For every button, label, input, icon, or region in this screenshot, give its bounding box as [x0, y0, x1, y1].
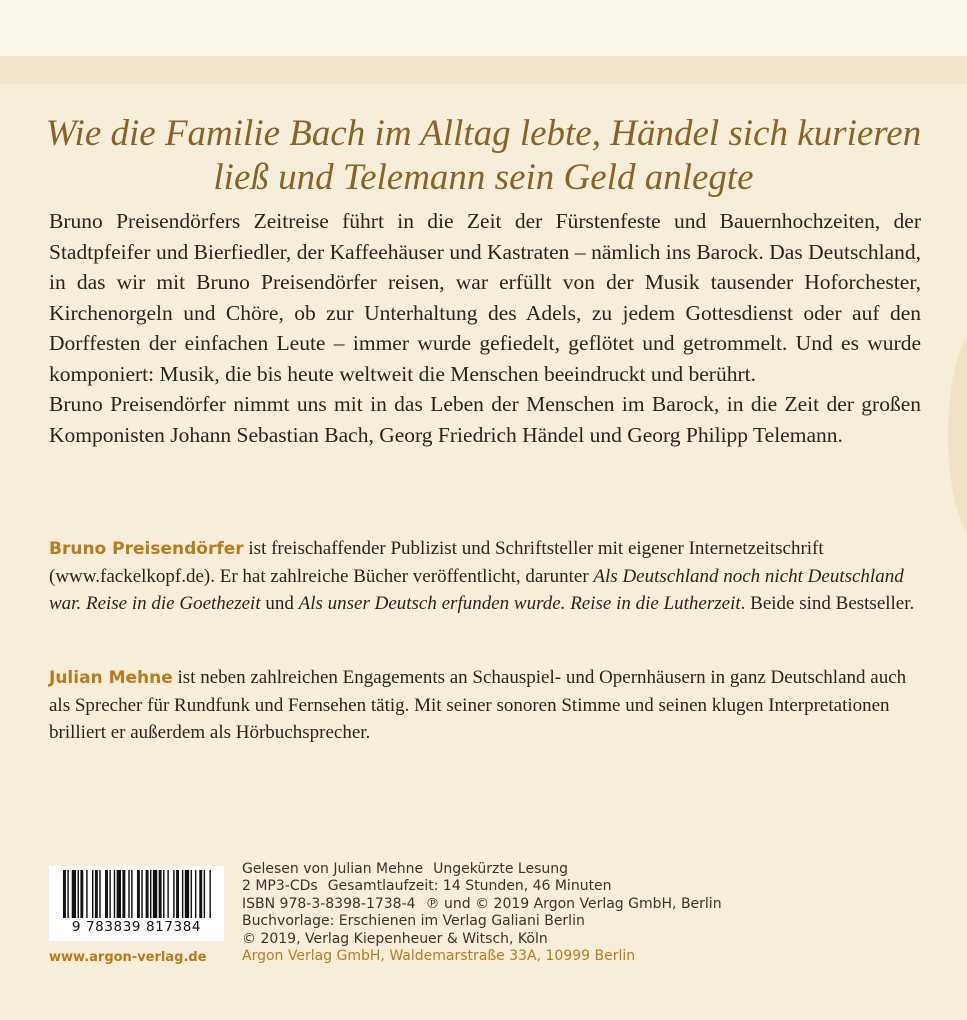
- barcode-bar: [182, 870, 183, 918]
- narrator-bio-text: ist neben zahlreichen Engagements an Schauspiel- und Opernhäusern in ganz Deutschland auch als Sprecher für Rundfunk und Fernsehen tätig. Mit seiner sonoren Stimme und seinen klugen Interpretationen brilliert er außerdem als Hörbuchsprecher.: [49, 667, 907, 743]
- barcode-bar: [167, 870, 168, 918]
- credits-line-format: [242, 878, 862, 895]
- barcode-bar: [131, 870, 132, 918]
- headline-line-1: Wie die Familie Bach im Alltag lebte, Händel sich kurieren: [45, 113, 922, 154]
- barcode: [49, 866, 224, 941]
- barcode-bar: [141, 870, 142, 918]
- credits-line-isbn: [242, 896, 862, 913]
- barcode-bar: [204, 870, 205, 918]
- barcode-bar: [86, 870, 87, 918]
- barcode-bar: [191, 870, 192, 918]
- credits-block: [242, 861, 862, 965]
- barcode-bar: [72, 870, 76, 918]
- barcode-bar: [92, 870, 93, 918]
- credits-line-address: Argon Verlag GmbH, Waldemarstraße 33A, 10999 Berlin: [242, 948, 636, 965]
- barcode-bar: [150, 870, 151, 918]
- barcode-bar: [159, 870, 162, 918]
- barcode-bar: [122, 870, 125, 918]
- credits-line-copyright-kw: © 2019, Verlag Kiepenheuer & Witsch, Köln: [242, 930, 548, 947]
- barcode-bar: [163, 870, 164, 918]
- top-stripe: [0, 56, 967, 84]
- barcode-digits: 9 783839 817384: [71, 919, 202, 935]
- credits-line-reader: [242, 861, 862, 878]
- isbn: ISBN 978-3-8398-1738-4: [242, 895, 416, 912]
- runtime: Gesamtlaufzeit: 14 Stunden, 46 Minuten: [327, 878, 612, 895]
- barcode-bar: [209, 870, 210, 918]
- top-band: [0, 0, 967, 56]
- barcode-bar: [173, 870, 174, 918]
- author-book-title-2: Als unser Deutsch erfunden wurde. Reise in die Lutherzeit: [298, 593, 741, 614]
- barcode-bar: [99, 870, 100, 918]
- format: 2 MP3-CDs: [242, 878, 318, 895]
- read-by: Gelesen von Julian Mehne: [242, 861, 424, 877]
- author-name: Bruno Preisendörfer: [49, 539, 244, 559]
- barcode-bar: [185, 870, 189, 918]
- barcode-bars: [49, 866, 224, 922]
- barcode-bar: [146, 870, 149, 918]
- intro-text: [49, 206, 921, 450]
- barcode-bar: [199, 870, 202, 918]
- author-bio: [49, 535, 921, 617]
- intro-paragraph-2: Bruno Preisendörfer nimmt uns mit in das Leben der Menschen im Barock, in die Zeit der großen Komponisten Johann Sebastian Bach, Georg Friedrich Händel und Georg Philipp Telemann.: [49, 392, 921, 447]
- intro-paragraph-1: Bruno Preisendörfers Zeitreise führt in die Zeit der Fürstenfeste und Bauernhochzeiten, der Stadtpfeifer und Bierfiedler, der Kaffeehäuser und Kastraten – nämlich ins Barock. Das Deutschland, in das wir mit Bruno Preisendörfer reisen, war erfüllt von der Musik tausender Hoforchester, Kirchenorgeln und Chöre, ob zur Unterhaltung des Adels, zu jedem Gottesdienst oder auf den Dorffesten der einfachen Leute – immer wurde gefiedelt, geflötet und getrommelt. Und es wurde komponiert: Musik, die bis heute weltweit die Menschen beeindruckt und berührt.: [49, 209, 921, 386]
- barcode-bar: [63, 870, 66, 918]
- barcode-bar: [128, 870, 129, 918]
- disc-edge-decoration: [948, 330, 967, 540]
- edition: Ungekürzte Lesung: [433, 861, 569, 877]
- barcode-bar: [78, 870, 79, 918]
- barcode-bar: [105, 870, 108, 918]
- barcode-bar: [153, 870, 157, 918]
- narrator-bio: [49, 664, 921, 746]
- headline: [30, 112, 937, 200]
- credits-line-source: Buchvorlage: Erschienen im Verlag Galiani Berlin: [242, 913, 585, 930]
- barcode-bar: [117, 870, 121, 918]
- author-bio-text-c: . Beide sind Bestseller.: [740, 593, 915, 614]
- barcode-bar: [80, 870, 83, 918]
- author-book-title-1: Als Deutschland noch nicht Deutschland war. Reise in die Goethezeit: [49, 566, 904, 614]
- narrator-name: Julian Mehne: [49, 668, 173, 688]
- author-bio-text-b: und: [260, 593, 299, 614]
- barcode-bar: [67, 870, 68, 918]
- barcode-bar: [95, 870, 98, 918]
- barcode-bar: [109, 870, 110, 918]
- headline-line-2: ließ und Telemann sein Geld anlegte: [213, 157, 754, 198]
- copyright-argon: ℗ und © 2019 Argon Verlag GmbH, Berlin: [425, 895, 722, 912]
- barcode-bar: [137, 870, 140, 918]
- barcode-bar: [114, 870, 115, 918]
- barcode-bar: [195, 870, 196, 918]
- author-bio-text-a: ist freischaffender Publizist und Schriftsteller mit eigener Internetzeitschrift (www.fackelkopf.de). Er hat zahlreiche Bücher veröffentlicht, darunter: [49, 538, 824, 587]
- barcode-bar: [176, 870, 179, 918]
- publisher-website-link[interactable]: www.argon-verlag.de: [49, 950, 207, 965]
